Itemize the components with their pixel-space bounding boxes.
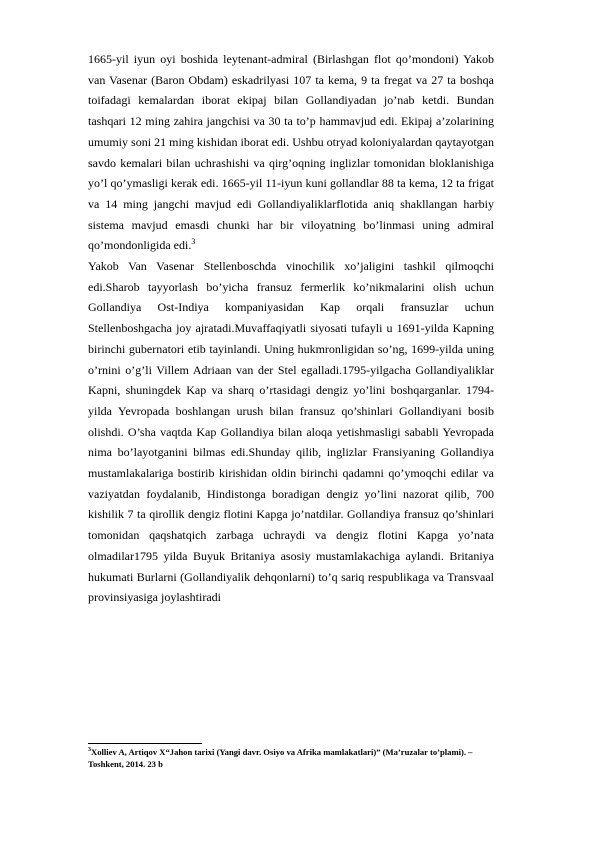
footnote-separator [88,743,202,744]
footnote-number: 3 [88,747,91,754]
paragraph-2 [88,256,494,608]
footnote-text: Xolliev A, Artiqov X“Jahon tarixi (Yangi davr. Osiyo va Afrika mamlakatlari)” (Ma’ruzalar to’plami). – Toshkent, 2014. 23 b [88,747,473,769]
footnote [88,746,494,770]
footnote-reference[interactable]: 3 [191,237,196,247]
paragraph-1 [88,49,494,256]
paragraph-2-text: Yakob Van Vasenar Stellenboschda vinochilik xo’jaligini tashkil qilmoqchi edi.Sharob tayyorlash bo’yicha fransuz fermerlik ko’nikmalarini olish uchun Gollandiya Ost-Indiya kompaniyasidan Kap orqali fransuzlar uchun Stellenboshgacha joy ajratadi.Muvaffaqiyatli siyosati tufayli u 1691-yilda Kapning birinchi gubernatori etib tayinlandi. Uning hukmronligidan so’ng, 1699-yilda uning o’rnini o’g’li Villem Adriaan van der Stel egalladi.1795-yilgacha Gollandiyaliklar Kapni, shuningdek Kap va sharq o’rtasidagi dengiz yo’lini boshqarganlar. 1794-yilda Yevropada boshlangan urush bilan fransuz qo’shinlari Gollandiyani bosib olishdi. O’sha vaqtda Kap Gollandiya bilan aloqa yetishmasligi sababli Yevropada nima bo’layotganini bilmas edi.Shunday qilib, inglizlar Fransiyaning Gollandiya mustamlakalariga bostirib kirishidan oldin birinchi qadamni qo’ymoqchi edilar va vaziyatdan foydalanib, Hindistonga boradigan dengiz yo’lini nazorat qilib, 700 kishilik 7 ta qirollik dengiz flotini Kapga jo’natdilar. Gollandiya fransuz qo’shinlari tomonidan qaqshatqich zarbaga uchraydi va dengiz flotini Kapga yo’nata olmadilar1795 yilda Buyuk Britaniya asosiy mustamlakachiga aylandi. Britaniya hukumati Burlarni (Gollandiyalik dehqonlarni) to’q sariq respublikaga va Transvaal provinsiyasiga joylashtiradi [88,259,494,605]
paragraph-1-text: 1665-yil iyun oyi boshida leytenant-admiral (Birlashgan flot qo’mondoni) Yakob van Vasenar (Baron Obdam) eskadrilyasi 107 ta kema, 9 ta fregat va 27 ta boshqa toifadagi kemalardan iborat ekipaj bilan Gollandiyadan jo’nab ketdi. Bundan tashqari 12 ming zahira jangchisi va 30 ta to’p hammavjud edi. Ekipaj a’zolarining umumiy soni 21 ming kishidan iborat edi. Ushbu otryad koloniyalardan qaytayotgan savdo kemalari bilan uchrashishi va qirg’oqning inglizlar tomonidan bloklanishiga yo’l qo’ymasligi kerak edi. 1665-yil 11-iyun kuni gollandlar 88 ta kema, 12 ta frigat va 14 ming jangchi mavjud edi Gollandiyaliklarflotida aniq shakllangan harbiy sistema mavjud emasdi chunki har bir viloyatning bo’linmasi uning admiral qo’mondonligida edi. [88,52,494,253]
document-body [88,49,494,608]
